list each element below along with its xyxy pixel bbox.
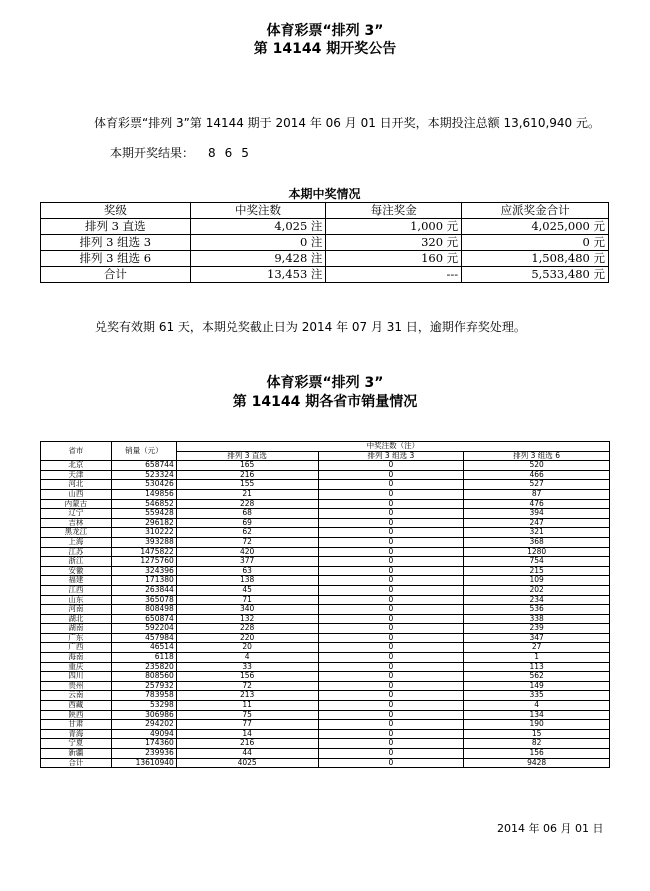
sales-table-row — [41, 547, 610, 557]
sales-cell: 783958 — [111, 691, 176, 701]
sales-cell: 甘肃 — [41, 720, 112, 730]
sales-table-row — [41, 489, 610, 499]
prize-cell: 9,428 注 — [190, 251, 326, 267]
sales-cell: 109 — [464, 576, 610, 586]
sales-cell: 658744 — [111, 461, 176, 471]
sales-title: 体育彩票“排列 3” — [266, 375, 384, 391]
sales-cell: 149856 — [111, 489, 176, 499]
prize-cell: 合计 — [41, 267, 191, 283]
sales-cell: 156 — [176, 672, 318, 682]
sales-cell: 562 — [464, 672, 610, 682]
sales-cell: 87 — [464, 489, 610, 499]
sales-table-row — [41, 614, 610, 624]
sales-cell: 72 — [176, 681, 318, 691]
sales-cell: 546852 — [111, 499, 176, 509]
sales-table-row — [41, 576, 610, 586]
sales-cell: 0 — [318, 557, 464, 567]
sales-cell: 520 — [464, 461, 610, 471]
sales-cell: 149 — [464, 681, 610, 691]
sales-cell: 215 — [464, 566, 610, 576]
sales-cell: 0 — [318, 605, 464, 615]
sales-cell: 296182 — [111, 518, 176, 528]
sales-cell: 476 — [464, 499, 610, 509]
sales-table-row — [41, 480, 610, 490]
sales-table-row — [41, 624, 610, 634]
sales-cell: 156 — [464, 749, 610, 759]
sales-table-row — [41, 653, 610, 663]
sales-cell: 530426 — [111, 480, 176, 490]
sales-cell: 235820 — [111, 662, 176, 672]
sales-cell: 山东 — [41, 595, 112, 605]
prize-table-row — [41, 219, 609, 235]
sales-cell: 0 — [318, 758, 464, 768]
sales-cell: 239 — [464, 624, 610, 634]
sales-cell: 海南 — [41, 653, 112, 663]
sales-header-winners: 中奖注数（注） — [176, 442, 609, 452]
sales-cell: 239936 — [111, 749, 176, 759]
prize-cell: 320 元 — [326, 235, 462, 251]
sales-cell: 263844 — [111, 585, 176, 595]
sales-cell: 44 — [176, 749, 318, 759]
sales-table-row — [41, 509, 610, 519]
sales-cell: 63 — [176, 566, 318, 576]
prize-cell: 排列 3 直选 — [41, 219, 191, 235]
prize-cell: 0 元 — [462, 235, 609, 251]
sales-table-row — [41, 749, 610, 759]
prize-header-per-bet: 每注奖金 — [326, 203, 462, 219]
sales-cell: 132 — [176, 614, 318, 624]
sales-cell: 808560 — [111, 672, 176, 682]
sales-table-row — [41, 662, 610, 672]
sales-cell: 0 — [318, 739, 464, 749]
sales-cell: 辽宁 — [41, 509, 112, 519]
sales-cell: 贵州 — [41, 681, 112, 691]
sales-cell: 内蒙古 — [41, 499, 112, 509]
sales-table-row — [41, 566, 610, 576]
sales-cell: 0 — [318, 489, 464, 499]
sales-cell: 14 — [176, 729, 318, 739]
sales-cell: 72 — [176, 537, 318, 547]
footer-date: 2014 年 06 月 01 日 — [497, 822, 604, 835]
announcement-title: 体育彩票“排列 3” — [266, 23, 384, 39]
sales-cell: 306986 — [111, 710, 176, 720]
prize-cell: 160 元 — [326, 251, 462, 267]
sales-cell: 134 — [464, 710, 610, 720]
sales-cell: 陕西 — [41, 710, 112, 720]
sales-cell: 上海 — [41, 537, 112, 547]
sales-cell: 0 — [318, 595, 464, 605]
sales-cell: 457984 — [111, 633, 176, 643]
sales-cell: 河南 — [41, 605, 112, 615]
sales-cell: 171380 — [111, 576, 176, 586]
sales-table-row — [41, 758, 610, 768]
prize-table-row — [41, 251, 609, 267]
sales-cell: 0 — [318, 672, 464, 682]
prize-table-caption: 本期中奖情况 — [288, 187, 361, 201]
sales-cell: 338 — [464, 614, 610, 624]
sales-cell: 69 — [176, 518, 318, 528]
sales-cell: 河北 — [41, 480, 112, 490]
sales-table-row — [41, 461, 610, 471]
announcement-text: 体育彩票“排列 3”第 14144 期于 2014 年 06 月 01 日开奖，本期投注总额 13,610,940 元。 — [94, 116, 600, 130]
sales-cell: 0 — [318, 499, 464, 509]
sales-header-sales: 销量（元） — [111, 442, 176, 461]
sales-table-row — [41, 701, 610, 711]
prize-header-level: 奖级 — [41, 203, 191, 219]
sales-cell: 天津 — [41, 470, 112, 480]
sales-cell: 0 — [318, 470, 464, 480]
sales-table-row — [41, 691, 610, 701]
sales-table-row — [41, 499, 610, 509]
prize-table — [40, 202, 609, 283]
prize-cell: 4,025 注 — [190, 219, 326, 235]
sales-cell: 45 — [176, 585, 318, 595]
sales-cell: 9428 — [464, 758, 610, 768]
prize-cell: 排列 3 组选 3 — [41, 235, 191, 251]
sales-table-row — [41, 470, 610, 480]
sales-cell: 174360 — [111, 739, 176, 749]
expiry-note: 兑奖有效期 61 天，本期兑奖截止日为 2014 年 07 月 31 日，逾期作弃奖处理。 — [95, 320, 526, 334]
sales-cell: 335 — [464, 691, 610, 701]
sales-cell: 393288 — [111, 537, 176, 547]
sales-table-row — [41, 739, 610, 749]
sales-table-row — [41, 633, 610, 643]
sales-cell: 82 — [464, 739, 610, 749]
sales-cell: 77 — [176, 720, 318, 730]
sales-cell: 75 — [176, 710, 318, 720]
sales-header-group3: 排列 3 组选 3 — [318, 451, 464, 461]
sales-cell: 190 — [464, 720, 610, 730]
sales-cell: 福建 — [41, 576, 112, 586]
sales-cell: 559428 — [111, 509, 176, 519]
prize-cell: --- — [326, 267, 462, 283]
sales-cell: 324396 — [111, 566, 176, 576]
sales-cell: 新疆 — [41, 749, 112, 759]
sales-cell: 广东 — [41, 633, 112, 643]
sales-cell: 6118 — [111, 653, 176, 663]
sales-cell: 0 — [318, 576, 464, 586]
sales-cell: 宁夏 — [41, 739, 112, 749]
sales-cell: 220 — [176, 633, 318, 643]
sales-cell: 西藏 — [41, 701, 112, 711]
sales-cell: 27 — [464, 643, 610, 653]
sales-cell: 湖北 — [41, 614, 112, 624]
sales-cell: 吉林 — [41, 518, 112, 528]
prize-cell: 排列 3 组选 6 — [41, 251, 191, 267]
sales-cell: 138 — [176, 576, 318, 586]
sales-cell: 广西 — [41, 643, 112, 653]
sales-cell: 1475822 — [111, 547, 176, 557]
sales-cell: 江西 — [41, 585, 112, 595]
draw-result-label: 本期开奖结果： — [110, 146, 195, 160]
announcement-subtitle: 第 14144 期开奖公告 — [253, 41, 397, 57]
sales-cell: 228 — [176, 499, 318, 509]
sales-cell: 165 — [176, 461, 318, 471]
sales-cell: 71 — [176, 595, 318, 605]
sales-cell: 247 — [464, 518, 610, 528]
prize-cell: 4,025,000 元 — [462, 219, 609, 235]
sales-cell: 33 — [176, 662, 318, 672]
sales-cell: 808498 — [111, 605, 176, 615]
sales-cell: 347 — [464, 633, 610, 643]
sales-cell: 合计 — [41, 758, 112, 768]
sales-cell: 0 — [318, 624, 464, 634]
sales-cell: 0 — [318, 480, 464, 490]
sales-cell: 365078 — [111, 595, 176, 605]
prize-cell: 5,533,480 元 — [462, 267, 609, 283]
sales-cell: 0 — [318, 566, 464, 576]
sales-cell: 0 — [318, 662, 464, 672]
prize-table-row — [41, 267, 609, 283]
sales-cell: 黑龙江 — [41, 528, 112, 538]
sales-table-row — [41, 720, 610, 730]
sales-cell: 216 — [176, 739, 318, 749]
sales-cell: 15 — [464, 729, 610, 739]
sales-cell: 1 — [464, 653, 610, 663]
prize-cell: 13,453 注 — [190, 267, 326, 283]
sales-table-row — [41, 585, 610, 595]
sales-cell: 13610940 — [111, 758, 176, 768]
sales-table-row — [41, 605, 610, 615]
sales-cell: 山西 — [41, 489, 112, 499]
sales-cell: 527 — [464, 480, 610, 490]
sales-cell: 江苏 — [41, 547, 112, 557]
sales-table-row — [41, 710, 610, 720]
sales-cell: 湖南 — [41, 624, 112, 634]
sales-cell: 536 — [464, 605, 610, 615]
prize-table-row — [41, 235, 609, 251]
sales-table-row — [41, 672, 610, 682]
sales-cell: 4 — [464, 701, 610, 711]
sales-table-row — [41, 643, 610, 653]
sales-subtitle: 第 14144 期各省市销量情况 — [232, 394, 418, 410]
sales-cell: 228 — [176, 624, 318, 634]
sales-cell: 368 — [464, 537, 610, 547]
sales-cell: 216 — [176, 470, 318, 480]
sales-cell: 0 — [318, 691, 464, 701]
sales-cell: 0 — [318, 681, 464, 691]
sales-cell: 重庆 — [41, 662, 112, 672]
sales-cell: 49094 — [111, 729, 176, 739]
sales-cell: 青海 — [41, 729, 112, 739]
sales-cell: 62 — [176, 528, 318, 538]
sales-cell: 0 — [318, 701, 464, 711]
sales-cell: 0 — [318, 643, 464, 653]
sales-cell: 云南 — [41, 691, 112, 701]
sales-header-province: 省市 — [41, 442, 112, 461]
sales-cell: 213 — [176, 691, 318, 701]
sales-cell: 650874 — [111, 614, 176, 624]
sales-cell: 浙江 — [41, 557, 112, 567]
sales-cell: 0 — [318, 509, 464, 519]
sales-cell: 394 — [464, 509, 610, 519]
sales-cell: 11 — [176, 701, 318, 711]
sales-cell: 523324 — [111, 470, 176, 480]
sales-cell: 321 — [464, 528, 610, 538]
sales-cell: 4025 — [176, 758, 318, 768]
sales-header-group6: 排列 3 组选 6 — [464, 451, 610, 461]
sales-cell: 0 — [318, 547, 464, 557]
sales-cell: 592204 — [111, 624, 176, 634]
prize-header-count: 中奖注数 — [190, 203, 326, 219]
sales-table-row — [41, 537, 610, 547]
sales-cell: 北京 — [41, 461, 112, 471]
sales-cell: 0 — [318, 720, 464, 730]
sales-cell: 0 — [318, 729, 464, 739]
sales-cell: 155 — [176, 480, 318, 490]
sales-cell: 113 — [464, 662, 610, 672]
sales-cell: 0 — [318, 528, 464, 538]
sales-cell: 466 — [464, 470, 610, 480]
sales-cell: 1280 — [464, 547, 610, 557]
sales-cell: 4 — [176, 653, 318, 663]
sales-cell: 420 — [176, 547, 318, 557]
sales-table-row — [41, 729, 610, 739]
prize-cell: 1,508,480 元 — [462, 251, 609, 267]
prize-cell: 1,000 元 — [326, 219, 462, 235]
sales-header-direct: 排列 3 直选 — [176, 451, 318, 461]
sales-cell: 1275760 — [111, 557, 176, 567]
sales-cell: 0 — [318, 710, 464, 720]
sales-cell: 53298 — [111, 701, 176, 711]
sales-cell: 377 — [176, 557, 318, 567]
sales-table-row — [41, 528, 610, 538]
sales-cell: 安徽 — [41, 566, 112, 576]
sales-cell: 20 — [176, 643, 318, 653]
sales-cell: 68 — [176, 509, 318, 519]
sales-table-row — [41, 595, 610, 605]
prize-table-header — [41, 203, 609, 219]
sales-cell: 234 — [464, 595, 610, 605]
draw-result-numbers: 865 — [208, 146, 258, 160]
sales-cell: 0 — [318, 518, 464, 528]
sales-cell: 0 — [318, 653, 464, 663]
sales-cell: 202 — [464, 585, 610, 595]
draw-result — [110, 144, 258, 161]
sales-cell: 294202 — [111, 720, 176, 730]
sales-table — [40, 441, 610, 768]
sales-cell: 0 — [318, 537, 464, 547]
sales-cell: 0 — [318, 749, 464, 759]
sales-cell: 310222 — [111, 528, 176, 538]
prize-header-total: 应派奖金合计 — [462, 203, 609, 219]
sales-cell: 46514 — [111, 643, 176, 653]
sales-table-row — [41, 557, 610, 567]
sales-cell: 0 — [318, 585, 464, 595]
sales-cell: 四川 — [41, 672, 112, 682]
sales-table-row — [41, 681, 610, 691]
sales-cell: 0 — [318, 614, 464, 624]
sales-cell: 21 — [176, 489, 318, 499]
sales-cell: 0 — [318, 633, 464, 643]
sales-cell: 340 — [176, 605, 318, 615]
sales-cell: 754 — [464, 557, 610, 567]
prize-cell: 0 注 — [190, 235, 326, 251]
sales-cell: 257932 — [111, 681, 176, 691]
sales-table-row — [41, 518, 610, 528]
sales-cell: 0 — [318, 461, 464, 471]
